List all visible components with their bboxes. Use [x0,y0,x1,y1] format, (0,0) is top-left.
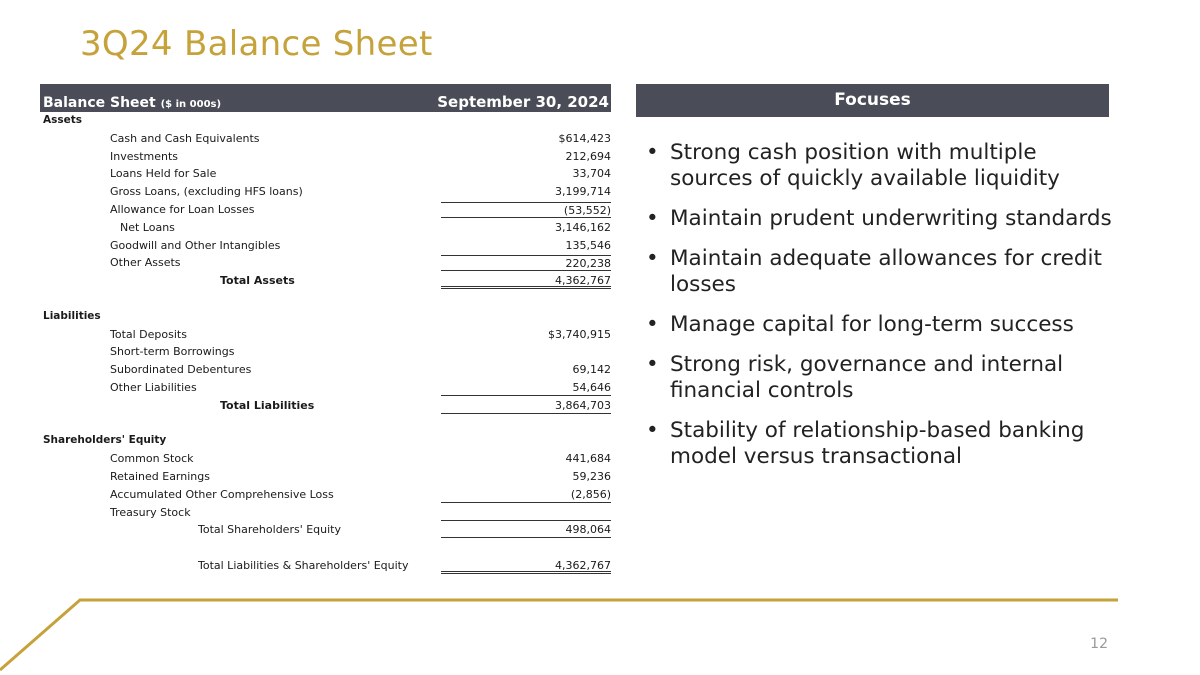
row-label: Allowance for Loan Losses [110,202,255,216]
row-label: Total Deposits [110,327,187,341]
list-item-text: Maintain adequate allowances for credit losses [670,246,1102,297]
row-label: Investments [110,149,179,163]
focuses-header: Focuses [636,84,1109,117]
row-value: 212,694 [565,149,611,163]
row-value: 33,704 [572,167,611,181]
row-label: Short-term Borrowings [110,345,235,359]
row-value: 135,546 [565,238,611,252]
row-label: Gross Loans, (excluding HFS loans) [110,185,303,199]
page-number: 12 [1090,636,1108,652]
bullet-icon: • [646,418,659,443]
row-label: Cash and Cash Equivalents [110,131,260,145]
row-label: Subordinated Debentures [110,363,252,377]
bullet-icon: • [646,352,659,377]
row-label: Goodwill and Other Intangibles [110,238,281,252]
bullet-icon: • [646,312,659,337]
section-label: Shareholders' Equity [43,434,167,447]
row-value: 3,199,714 [555,185,611,199]
header-label: Balance Sheet [43,95,156,111]
bullet-icon: • [646,140,659,165]
row-label: Net Loans [120,220,175,234]
list-item-text: Strong risk, governance and internal financial controls [670,352,1064,403]
row-value: 59,236 [572,469,611,483]
bullet-icon: • [646,206,659,231]
row-label: Total Liabilities [220,398,315,412]
list-item-text: Stability of relationship-based banking model versus transactional [670,418,1085,469]
row-label: Other Assets [110,256,181,270]
row-label: Common Stock [110,452,194,466]
row-label: Total Liabilities & Shareholders' Equity [198,558,409,572]
row-value: 69,142 [572,363,611,377]
row-value: 441,684 [565,452,611,466]
row-label: Total Shareholders' Equity [198,523,341,537]
row-label: Total Assets [220,274,295,288]
row-label: Accumulated Other Comprehensive Loss [110,487,334,501]
row-value: 54,646 [441,380,611,396]
list-item-text: Manage capital for long-term success [670,312,1074,337]
gold-line-stroke [0,600,1118,670]
row-value: (53,552) [441,202,611,218]
row-label: Other Liabilities [110,380,197,394]
list-item-text: Maintain prudent underwriting standards [670,206,1112,231]
row-value: 3,864,703 [441,398,611,414]
list-item-text: Strong cash position with multiple sources of quickly available liquidity [670,140,1060,191]
row-label: Loans Held for Sale [110,167,217,181]
page-title: 3Q24 Balance Sheet [80,24,433,64]
row-label: Treasury Stock [110,505,191,519]
row-value: $614,423 [558,131,611,145]
row-value: 3,146,162 [555,220,611,234]
row-value: (2,856) [441,487,611,503]
header-date: September 30, 2024 [437,93,609,111]
row-value: 4,362,767 [441,558,611,574]
row-value: 498,064 [441,522,611,538]
section-label: Liabilities [43,309,101,322]
row-value: $3,740,915 [548,327,611,341]
row-label: Retained Earnings [110,469,210,483]
bullet-icon: • [646,246,659,271]
section-label: Assets [43,114,83,126]
row-value: 220,238 [441,255,611,271]
header-unit: ($ in 000s) [160,99,222,110]
row-value: 4,362,767 [441,273,611,289]
